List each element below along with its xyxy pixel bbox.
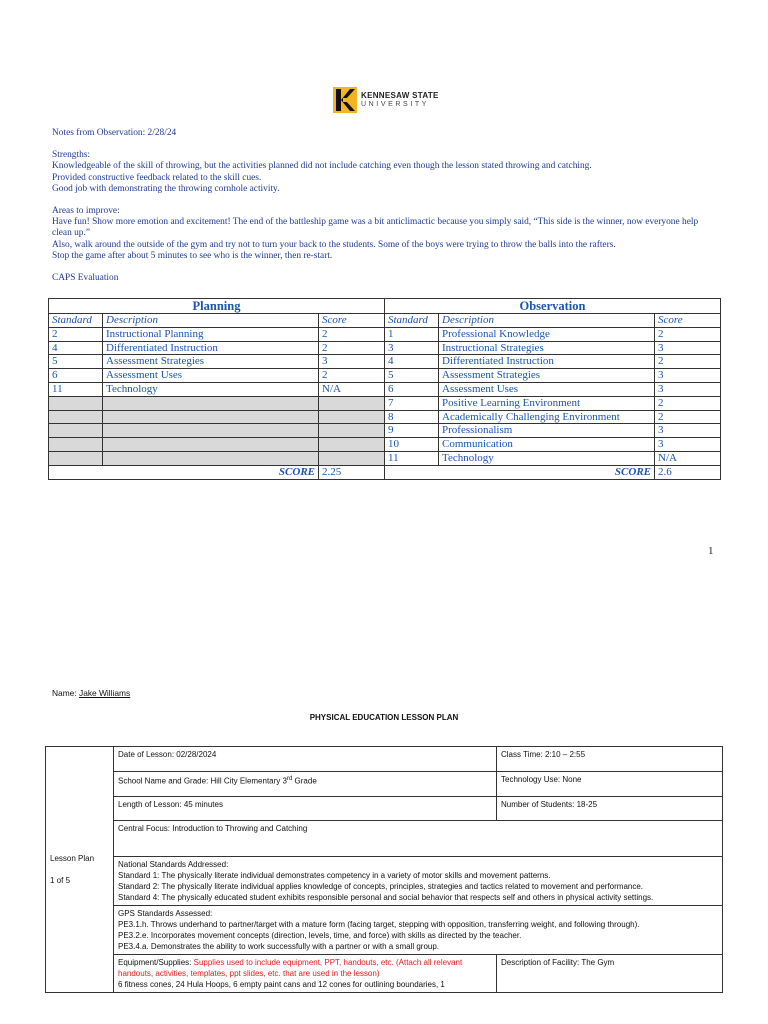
length-cell: Length of Lesson: 45 minutes bbox=[114, 797, 497, 821]
observation-score-label: SCORE bbox=[439, 465, 655, 479]
equipment-cell bbox=[114, 955, 497, 993]
planning-score: 3 bbox=[319, 355, 385, 369]
observation-description: Assessment Uses bbox=[439, 382, 655, 396]
observation-score: 3 bbox=[655, 369, 721, 383]
observation-description: Academically Challenging Environment bbox=[439, 410, 655, 424]
col-description: Description bbox=[439, 314, 655, 328]
table-row bbox=[49, 438, 721, 452]
facility-cell: Description of Facility: The Gym bbox=[497, 955, 723, 993]
empty-cell bbox=[319, 451, 385, 465]
name-label: Name: bbox=[52, 688, 77, 698]
empty-cell bbox=[103, 438, 319, 452]
table-row bbox=[46, 821, 723, 857]
empty-cell bbox=[319, 438, 385, 452]
gps-label: GPS Standards Assessed: bbox=[118, 909, 213, 918]
table-row bbox=[46, 747, 723, 772]
areas-label: Areas to improve: bbox=[52, 206, 120, 217]
observation-score: 2 bbox=[655, 327, 721, 341]
technology-cell: Technology Use: None bbox=[497, 772, 723, 797]
table-row bbox=[49, 355, 721, 369]
strength-item: Provided constructive feedback related to the skill cues. bbox=[52, 172, 262, 183]
observation-standard: 5 bbox=[385, 369, 439, 383]
planning-title: Planning bbox=[49, 299, 385, 314]
central-focus-cell: Central Focus: Introduction to Throwing and Catching bbox=[114, 821, 723, 857]
observation-score: 3 bbox=[655, 424, 721, 438]
planning-description: Technology bbox=[103, 382, 319, 396]
empty-cell bbox=[49, 410, 103, 424]
planning-total-score: 2.25 bbox=[319, 465, 385, 479]
page-number: 1 bbox=[708, 545, 714, 557]
observation-title: Observation bbox=[385, 299, 721, 314]
planning-standard: 6 bbox=[49, 369, 103, 383]
empty-cell bbox=[49, 396, 103, 410]
empty-cell bbox=[319, 396, 385, 410]
strengths-label: Strengths: bbox=[52, 150, 91, 161]
national-standard: Standard 1: The physically literate individual demonstrates competency in a variety of motor skills and movement patterns. bbox=[118, 871, 551, 880]
table-row bbox=[46, 955, 723, 993]
observation-standard: 6 bbox=[385, 382, 439, 396]
planning-score: 2 bbox=[319, 369, 385, 383]
observation-description: Technology bbox=[439, 451, 655, 465]
logo-name-line2: UNIVERSITY bbox=[361, 101, 430, 108]
observation-description: Professionalism bbox=[439, 424, 655, 438]
observation-score: N/A bbox=[655, 451, 721, 465]
observation-score: 2 bbox=[655, 396, 721, 410]
table-row bbox=[49, 410, 721, 424]
table-row bbox=[49, 382, 721, 396]
empty-cell bbox=[103, 396, 319, 410]
lesson-plan-title: PHYSICAL EDUCATION LESSON PLAN bbox=[309, 713, 459, 722]
logo-name-line1: KENNESAW STATE bbox=[361, 91, 439, 100]
caps-title-row bbox=[49, 299, 721, 314]
table-row bbox=[49, 424, 721, 438]
caps-header-row bbox=[49, 314, 721, 328]
notes-heading: Notes from Observation: 2/28/24 bbox=[52, 128, 177, 138]
observation-standard: 1 bbox=[385, 327, 439, 341]
students-cell: Number of Students: 18-25 bbox=[497, 797, 723, 821]
area-item: Also, walk around the outside of the gym and try not to turn your back to the students. Some of the boys were trying to throw the balls into the rafters. bbox=[52, 239, 616, 250]
planning-description: Assessment Uses bbox=[103, 369, 319, 383]
class-time-cell: Class Time: 2:10 – 2:55 bbox=[497, 747, 723, 772]
national-standard: Standard 4: The physically educated student exhibits responsible personal and social behavior that respects self and others in physical activity settings. bbox=[118, 893, 654, 902]
planning-score-label: SCORE bbox=[103, 465, 319, 479]
ksu-logo-icon bbox=[333, 87, 357, 113]
observation-description: Positive Learning Environment bbox=[439, 396, 655, 410]
table-row bbox=[49, 369, 721, 383]
observation-description: Differentiated Instruction bbox=[439, 355, 655, 369]
observation-score: 3 bbox=[655, 382, 721, 396]
observation-score: 3 bbox=[655, 438, 721, 452]
planning-standard: 4 bbox=[49, 341, 103, 355]
empty-cell bbox=[49, 438, 103, 452]
col-score: Score bbox=[655, 314, 721, 328]
school-cell: School Name and Grade: Hill City Elementary 3rd Grade bbox=[114, 772, 497, 797]
lesson-plan-table bbox=[45, 746, 723, 993]
table-row bbox=[46, 857, 723, 906]
observation-score: 2 bbox=[655, 410, 721, 424]
observation-description: Instructional Strategies bbox=[439, 341, 655, 355]
empty-cell bbox=[49, 451, 103, 465]
col-standard: Standard bbox=[49, 314, 103, 328]
table-row bbox=[46, 906, 723, 955]
equipment-note: Supplies used to include equipment, PPT, handouts, etc. (Attach all relevant handouts, activities, templates, ppt slides, etc. that are used in the lesson) bbox=[118, 958, 463, 978]
observation-standard: 10 bbox=[385, 438, 439, 452]
university-logo bbox=[333, 87, 439, 113]
side-count: 1 of 5 bbox=[50, 876, 71, 885]
planning-standard: 2 bbox=[49, 327, 103, 341]
strength-item: Knowledgeable of the skill of throwing, but the activities planned did not include catching even though the lesson stated throwing and catching. bbox=[52, 161, 592, 172]
observation-standard: 3 bbox=[385, 341, 439, 355]
planning-standard: 5 bbox=[49, 355, 103, 369]
observation-standard: 9 bbox=[385, 424, 439, 438]
caps-evaluation-table bbox=[48, 298, 721, 480]
observation-notes bbox=[52, 128, 712, 284]
empty-cell bbox=[103, 424, 319, 438]
table-row bbox=[49, 396, 721, 410]
empty-cell bbox=[385, 465, 439, 479]
gps-standards-cell bbox=[114, 906, 723, 955]
student-name-line bbox=[52, 688, 130, 698]
empty-cell bbox=[103, 410, 319, 424]
observation-score: 2 bbox=[655, 355, 721, 369]
planning-description: Differentiated Instruction bbox=[103, 341, 319, 355]
empty-cell bbox=[49, 424, 103, 438]
col-description: Description bbox=[103, 314, 319, 328]
date-cell: Date of Lesson: 02/28/2024 bbox=[114, 747, 497, 772]
gps-standard: PE3.4.a. Demonstrates the ability to work successfully with a partner or with a small group. bbox=[118, 942, 440, 951]
score-row bbox=[49, 465, 721, 479]
equipment-list: 6 fitness cones, 24 Hula Hoops, 6 empty paint cans and 12 cones for outlining boundaries, 1 bbox=[118, 980, 445, 989]
observation-score: 3 bbox=[655, 341, 721, 355]
observation-description: Communication bbox=[439, 438, 655, 452]
observation-description: Professional Knowledge bbox=[439, 327, 655, 341]
lesson-plan-side-cell bbox=[46, 747, 114, 993]
strength-item: Good job with demonstrating the throwing cornhole activity. bbox=[52, 183, 280, 194]
caps-label: CAPS Evaluation bbox=[52, 273, 119, 284]
planning-description: Instructional Planning bbox=[103, 327, 319, 341]
observation-total-score: 2.6 bbox=[655, 465, 721, 479]
empty-cell bbox=[319, 410, 385, 424]
area-item: Stop the game after about 5 minutes to see who is the winner, then re-start. bbox=[52, 250, 333, 261]
planning-score: 2 bbox=[319, 327, 385, 341]
observation-standard: 8 bbox=[385, 410, 439, 424]
table-row bbox=[46, 772, 723, 797]
planning-score: N/A bbox=[319, 382, 385, 396]
equipment-label: Equipment/Supplies: bbox=[118, 958, 192, 967]
observation-description: Assessment Strategies bbox=[439, 369, 655, 383]
gps-standard: PE3.2.e. Incorporates movement concepts (direction, levels, time, and force) with skills as directed by the teacher. bbox=[118, 931, 522, 940]
side-label: Lesson Plan bbox=[50, 854, 95, 863]
planning-score: 2 bbox=[319, 341, 385, 355]
gps-standard: PE3.1.h. Throws underhand to partner/target with a mature form (facing target, stepping with opposition, transferring weight, and following through). bbox=[118, 920, 640, 929]
table-row bbox=[46, 797, 723, 821]
planning-description: Assessment Strategies bbox=[103, 355, 319, 369]
empty-cell bbox=[103, 451, 319, 465]
observation-standard: 7 bbox=[385, 396, 439, 410]
col-score: Score bbox=[319, 314, 385, 328]
national-label: National Standards Addressed: bbox=[118, 860, 229, 869]
planning-standard: 11 bbox=[49, 382, 103, 396]
national-standard: Standard 2: The physically literate individual applies knowledge of concepts, principles, strategies and tactics related to movement and performance. bbox=[118, 882, 644, 891]
observation-standard: 11 bbox=[385, 451, 439, 465]
student-name: Jake Williams bbox=[79, 688, 131, 698]
area-item: Have fun! Show more emotion and excitement! The end of the battleship game was a bit anticlimactic because you simply said, “This side is the winner, now everyone help clean up.” bbox=[52, 217, 699, 239]
empty-cell bbox=[319, 424, 385, 438]
national-standards-cell bbox=[114, 857, 723, 906]
table-row bbox=[49, 341, 721, 355]
table-row bbox=[49, 327, 721, 341]
col-standard: Standard bbox=[385, 314, 439, 328]
table-row bbox=[49, 451, 721, 465]
observation-standard: 4 bbox=[385, 355, 439, 369]
empty-cell bbox=[49, 465, 103, 479]
